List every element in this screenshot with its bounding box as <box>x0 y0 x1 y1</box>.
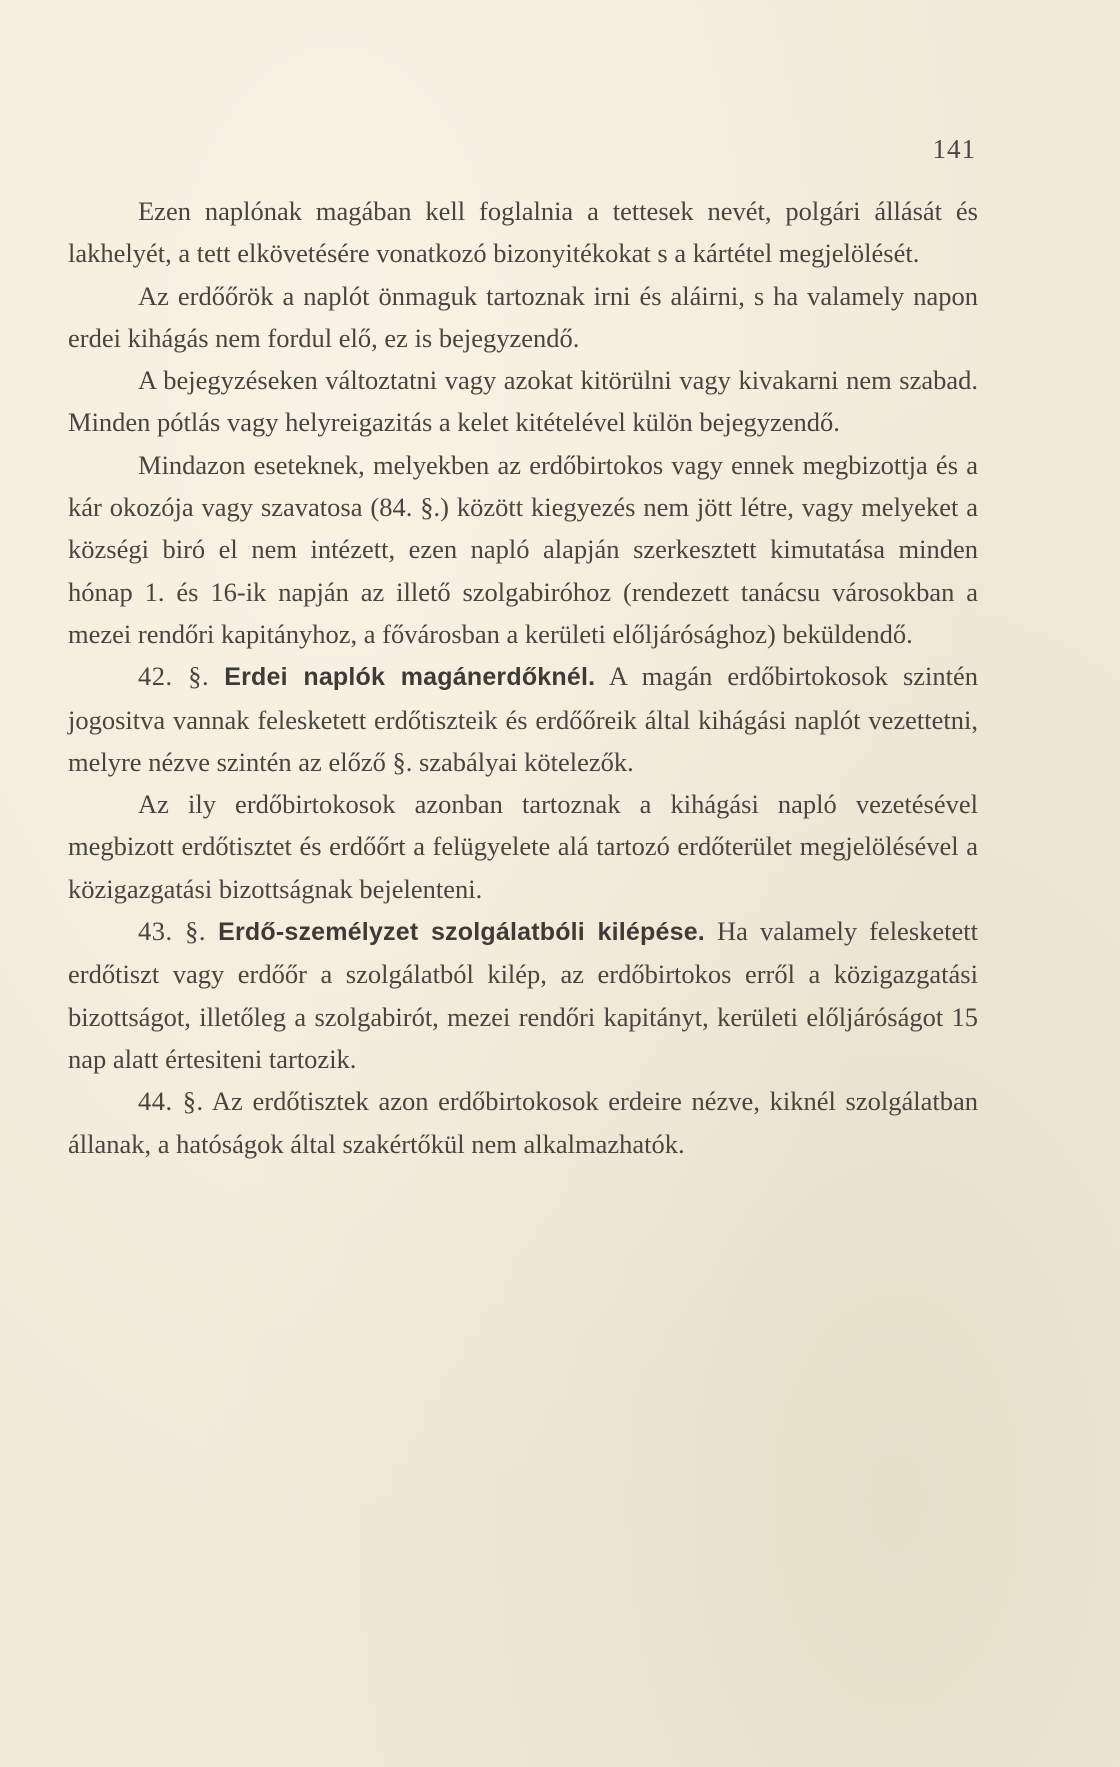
section-heading: Erdő-személyzet szolgálatbóli kilépése. <box>218 918 705 947</box>
section-number: 42. §. <box>138 661 210 692</box>
section-number: 44. §. <box>138 1086 204 1117</box>
paragraph: Az ily erdőbirtokosok azonban tartoznak a kihágási napló vezetésével megbizott erdőtisztet és erdőőrt a felügyelete alá tartozó erdőterület megjelölésével a közigazgatási bizottságnak bejelenteni. <box>68 789 978 904</box>
section-number: 43. §. <box>138 916 207 947</box>
paragraph: Az erdőőrök a naplót önmaguk tartoznak irni és aláirni, s ha valamely napon erdei kihágás nem fordul elő, ez is bejegyzendő. <box>68 280 978 353</box>
paragraph: A bejegyzéseken változtatni vagy azokat kitörülni vagy kivakarni nem szabad. Minden pótlás vagy helyreigazitás a kelet kitételével külön bejegyzendő. <box>68 365 978 438</box>
page-number: 141 <box>932 134 976 164</box>
book-page <box>68 0 978 1767</box>
section-heading: Erdei naplók magánerdőknél. <box>224 663 596 692</box>
section-42-paragraph: 42. §. Erdei naplók magánerdőknél. A magán erdőbirtokosok szintén jogositva vannak felesketett erdőtiszteik és erdőőreik által kihágási naplót vezettetni, melyre nézve szintén az előző §. szabályai kötelezők. <box>68 661 979 777</box>
paragraph: Ezen naplónak magában kell foglalnia a tettesek nevét, polgári állását és lakhelyét, a tett elkövetésére vonatkozó bizonyitékokat s a kártétel megjelölését. <box>68 196 978 269</box>
body-text <box>68 190 978 1165</box>
section-44-paragraph: 44. §. Az erdőtisztek azon erdőbirtokosok erdeire nézve, kiknél szolgálatban állanak, a hatóságok által szakértőkül nem alkalmazhatók. <box>68 1086 978 1159</box>
paragraph: Mindazon eseteknek, melyekben az erdőbirtokos vagy ennek megbizottja és a kár okozója vagy szavatosa (84. §.) között kiegyezés nem jött létre, vagy melyeket a községi biró el nem intézett, ezen napló alapján szerkesztett kimutatása minden hónap 1. és 16-ik napján az illető szolgabiróhoz (rendezett tanácsu városokban a mezei rendőri kapitányhoz, a fővárosban a kerületi előljárósághoz) beküldendő. <box>68 449 978 649</box>
section-43-paragraph: 43. §. Erdő-személyzet szolgálatbóli kilépése. Ha valamely felesketett erdőtiszt vagy erdőőr a szolgálatból kilép, az erdőbirtokos erről a közigazgatási bizottságot, illetőleg a szolgabirót, mezei rendőri kapitányt, kerületi előljáróságot 15 nap alatt értesiteni tartozik. <box>68 916 978 1074</box>
